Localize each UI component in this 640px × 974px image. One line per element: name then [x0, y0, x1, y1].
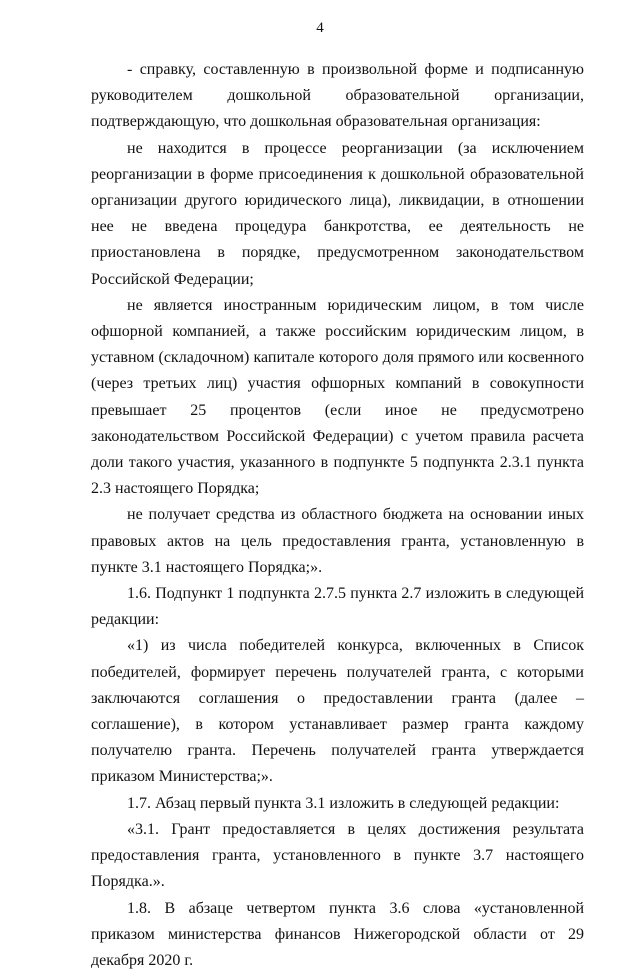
paragraph-not-reorganizing: не находится в процессе реорганизации (за исключением реорганизации в форме присоединения к дошкольной образовательной организации другого юридического лица), ликвидации, в отношении нее не введена процедура банкротства, ее деятельность не приостановлена в порядке, предусмотренном законодательством Российской Федерации; [91, 136, 584, 293]
paragraph-no-regional-funds: не получает средства из областного бюджета на основании иных правовых актов на цель предоставления гранта, установленную в пункте 3.1 настоящего Порядка;». [91, 502, 584, 581]
page-number: 4 [0, 18, 640, 38]
document-body [91, 57, 584, 974]
paragraph-amendment-1-7: 1.7. Абзац первый пункта 3.1 изложить в следующей редакции: [91, 791, 584, 817]
paragraph-amendment-1-8: 1.8. В абзаце четвертом пункта 3.6 слова «установленной приказом министерства финансов Нижегородской области от 29 декабря 2020 г. [91, 896, 584, 974]
paragraph-certificate: - справку, составленную в произвольной форме и подписанную руководителем дошкольной образовательной организации, подтверждающую, что дошкольная образовательная организация: [91, 57, 584, 136]
paragraph-winners-list: «1) из числа победителей конкурса, включенных в Список победителей, формирует перечень получателей гранта, с которыми заключаются соглашения о предоставлении гранта (далее – соглашение), в котором устанавливает размер гранта каждому получателю гранта. Перечень получателей гранта утверждается приказом Министерства;». [91, 633, 584, 790]
paragraph-grant-purpose: «3.1. Грант предоставляется в целях достижения результата предоставления гранта, установленного в пункте 3.7 настоящего Порядка.». [91, 817, 584, 896]
paragraph-amendment-1-6: 1.6. Подпункт 1 подпункта 2.7.5 пункта 2.7 изложить в следующей редакции: [91, 581, 584, 633]
paragraph-not-foreign-entity: не является иностранным юридическим лицом, в том числе офшорной компанией, а также российским юридическим лицом, в уставном (складочном) капитале которого доля прямого или косвенного (через третьих лиц) участия офшорных компаний в совокупности превышает 25 процентов (если иное не предусмотрено законодательством Российской Федерации) с учетом правила расчета доли такого участия, указанного в подпункте 5 подпункта 2.3.1 пункта 2.3 настоящего Порядка; [91, 293, 584, 503]
